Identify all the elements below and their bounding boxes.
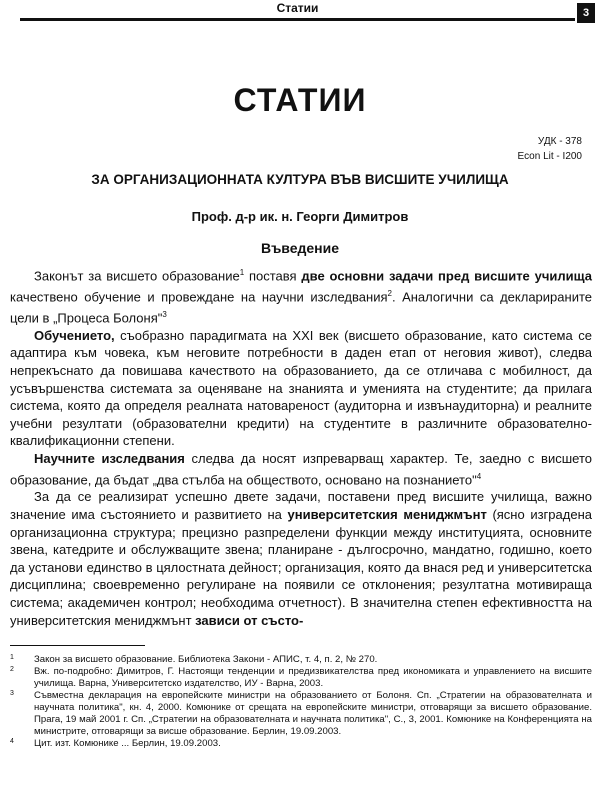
running-header [20,0,595,22]
body-paragraph [10,450,592,489]
header-rule [20,18,575,21]
paragraph-text: съобразно парадигмата на XXI век (висшето образование, като система се адаптира към човека, към неговите потребности в даден етап от неговия живот), следва непрекъснато да повишава качеството на образованието, да се отличава с мобилност, да усъвършенства системата за оценяване на знанията и уменията на студентите; да прилага система, която да определя реалната натовареност (аудиторна и извънаудиторна) и реалните учебни резултати (образователни кредити) на студентите в различните образователно-квалификационни степени. [10,327,592,449]
footnote-text: Цит. изт. Комюнике ... Берлин, 19.09.2003. [34,738,221,749]
body-paragraph [10,327,592,450]
footnote-number: 3 [10,690,14,697]
footnote [10,738,592,750]
article-title: ЗА ОРГАНИЗАЦИОННАТА КУЛТУРА ВЪВ ВИСШИТЕ УЧИЛИЩА [91,172,509,187]
footnote [10,666,592,690]
section-title: СТАТИИ [233,82,367,118]
body-paragraph [10,264,592,327]
classification-codes [518,134,582,164]
section-heading: Въведение [260,240,340,256]
paragraph-text: следва да носят изпреварващ характер. Те, заедно с висшето образование, да бъдат „два стълба на обществото, основано на познанието" [10,450,592,487]
footnote-ref: 3 [162,309,167,319]
emphasis-text: университетския мениджмънт [287,507,487,523]
emphasis-text: зависи от състо- [195,612,304,628]
emphasis-text: Научните изследвания [34,450,185,466]
footnote-separator [10,645,145,646]
paragraph-text: поставя [244,268,302,284]
footnote-number: 2 [10,666,14,673]
paragraph-text: Законът за висшето образование [34,268,240,284]
paragraph-text: . Аналогични са декларираните цели в „Процеса Болоня" [10,289,592,326]
footnote-text: Вж. по-подробно: Димитров, Г. Настоящи тенденции и предизвикателства пред икономиката и управлението на висшите училища. Варна, Университетско издателство, ИУ - Варна, 2003. [34,666,592,689]
footnote-ref: 4 [476,471,482,481]
footnote-ref: 1 [239,268,245,277]
footnote-ref: 2 [387,288,392,298]
emphasis-text: Обучението, [34,327,115,343]
footnote-text: Закон за висшето образование. Библиотека Закони - АПИС, т. 4, п. 2, № 270. [34,654,378,665]
running-title: Статии [276,1,319,15]
footnote [10,654,592,666]
article-author: Проф. д-р ик. н. Георги Димитров [191,209,409,224]
udc-code: УДК - 378 [537,136,582,147]
econlit-code: Econ Lit - I200 [517,151,582,162]
paragraph-text: (ясно изградена организационна структура; прецизно разпределени функции между институцията, основните звена, катедрите и обслужващите звена; планиране - дългосрочно, мандатно, годишно, което да установи единство в цялостната дейност; организация, която да внася ред и университетска дисциплина; своевременно регулиране на появили се отклонения; резултатна мотивираща система; академичен контрол; необходима отчетност). В значителна степен ефективността на университетския мениджмънт [10,507,592,628]
emphasis-text: две основни задачи пред висшите училища [301,268,592,284]
footnote-text: Съвместна декларация на европейските министри на образованието от Болоня. Сп. „Стратегии на образователната и научната политика", кн. 4, 2000. Комюнике от срещата на европейските министри, отговарящи за висшето образование. Прага, 19 май 2001 г. Сп. „Стратегии на образователната и научната политика", С., 3, 2001. Комюнике на Конференцията на министрите, отговарящи за висше образование. Берлин, 19.09.2003. [34,690,592,737]
paragraph-text: За да се реализират успешно двете задачи, поставени пред висшите училища, важно значение има състоянието и развитието на [10,489,592,523]
page-number: 3 [577,3,595,23]
footnotes [10,654,592,750]
footnote-number: 4 [10,738,14,745]
article-body [10,264,592,629]
footnote [10,690,592,738]
footnote-number: 1 [10,654,14,661]
paragraph-text: качествено обучение и провеждане на научни изследвания [10,289,388,305]
body-paragraph [10,488,592,629]
